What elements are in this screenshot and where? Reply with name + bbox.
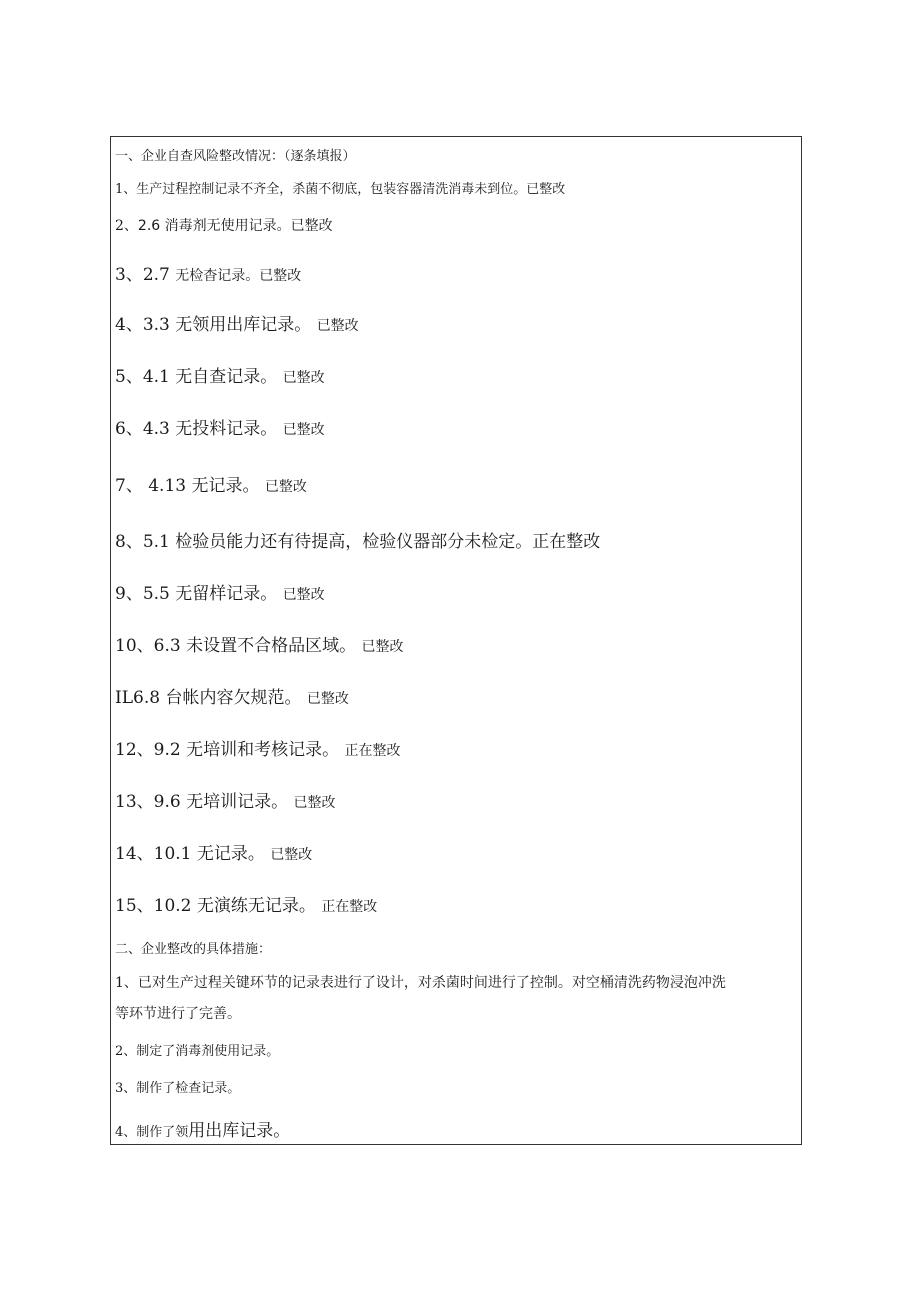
- item-text: 无领用出库记录。: [175, 315, 312, 335]
- list-item: [115, 317, 359, 334]
- item-code: 4.13: [148, 476, 187, 496]
- item-status: 已整改: [282, 587, 325, 603]
- item-text: 无检杳记录。: [175, 268, 260, 284]
- item-number: 3、: [115, 265, 143, 285]
- measure-item-4-suffix: 用出库记录。: [188, 1121, 291, 1141]
- item-text: 消毒剂无使用记录。: [164, 218, 291, 234]
- item-number: 13、: [115, 792, 154, 812]
- item-code: 9.2: [153, 740, 181, 760]
- measure-item-1-line1: 1、已对生产过程关键环节的记录表进行了设计，对杀菌时间进行了控制。对空桶清洗药物浸泡冲洗: [115, 975, 726, 991]
- item-status: 已整改: [316, 318, 359, 334]
- item-status: 已整改: [526, 182, 566, 197]
- measure-item-2: 2、制定了消毒剂使用记录。: [115, 1044, 280, 1059]
- list-item: [115, 742, 401, 759]
- list-item: [115, 183, 565, 196]
- item-number: 10、: [115, 636, 154, 656]
- report-box: [110, 136, 802, 1145]
- list-item: [115, 421, 325, 438]
- item-number: 6、: [115, 419, 143, 439]
- section2-heading: 二、企业整改的具体措施：: [115, 942, 272, 957]
- list-item: [115, 267, 301, 284]
- item-code: 9.6: [153, 792, 181, 812]
- item-status: 已整改: [290, 218, 333, 234]
- measure-item-3: 3、制作了检查记录。: [115, 1081, 241, 1096]
- item-number: 14、: [115, 844, 154, 864]
- item-number: 7、: [115, 476, 143, 496]
- measure-item-4-prefix: 4、制作了领: [115, 1125, 189, 1140]
- list-item: [115, 638, 404, 655]
- item-code: 2.7: [142, 265, 170, 285]
- item-status: 已整改: [270, 847, 313, 863]
- item-code: 3.3: [142, 315, 170, 335]
- item-text: 无留样记录。: [175, 584, 278, 604]
- item-text: 无自查记录。: [175, 367, 278, 387]
- list-item: [115, 219, 333, 233]
- item-status: 已整改: [306, 691, 349, 707]
- measure-item-4: [115, 1123, 290, 1140]
- list-item: [115, 478, 307, 495]
- item-number: 8、: [115, 532, 143, 552]
- item-number: 2、: [115, 218, 138, 234]
- item-code: 10.1: [153, 844, 192, 864]
- measure-item-1-line2: 等环节进行了完善。: [115, 1006, 241, 1022]
- item-text: 无培训记录。: [186, 792, 289, 812]
- list-item: [115, 534, 600, 551]
- item-number: 5、: [115, 367, 143, 387]
- item-number: 4、: [115, 315, 143, 335]
- item-code: 6.3: [153, 636, 181, 656]
- list-item: [115, 846, 312, 863]
- item-code: 5.5: [142, 584, 170, 604]
- item-code: 4.1: [142, 367, 170, 387]
- item-code: 4.3: [142, 419, 170, 439]
- item-status: 已整改: [259, 268, 302, 284]
- list-item: [115, 794, 336, 811]
- list-item: [115, 369, 325, 386]
- item-text: 检验员能力还有待提高，检验仪器部分未检定。: [175, 532, 533, 552]
- item-text: 无记录。: [191, 476, 260, 496]
- item-number: 15、: [115, 896, 154, 916]
- item-status: 已整改: [282, 422, 325, 438]
- item-text: 生产过程控制记录不齐全，杀菌不彻底，包装容器清洗消毒未到位。: [136, 182, 527, 197]
- item-text: 台帐内容欠规范。: [165, 688, 302, 708]
- section1-heading: 一、企业自查风险整改情况：（逐条填报）: [115, 149, 356, 164]
- item-code: 10.2: [153, 896, 192, 916]
- item-status: 正在整改: [344, 743, 401, 759]
- list-item: [115, 690, 349, 707]
- list-item: [115, 898, 377, 915]
- list-item: [115, 586, 325, 603]
- item-number: 1、: [115, 182, 137, 197]
- item-number: 12、: [115, 740, 154, 760]
- item-status: 正在整改: [321, 899, 378, 915]
- item-code: 6.8: [133, 688, 161, 708]
- item-code: 2.6: [137, 218, 161, 234]
- item-status: 已整改: [293, 795, 336, 811]
- item-status: 正在整改: [532, 532, 601, 552]
- item-status: 已整改: [361, 639, 404, 655]
- item-text: 无培训和考核记录。: [186, 740, 340, 760]
- item-number: 9、: [115, 584, 143, 604]
- item-text: 未设置不合格品区域。: [186, 636, 357, 656]
- item-status: 已整改: [264, 479, 307, 495]
- item-text: 无演练无记录。: [196, 896, 316, 916]
- item-number: IL: [115, 688, 134, 708]
- item-status: 已整改: [282, 370, 325, 386]
- item-text: 无投料记录。: [175, 419, 278, 439]
- item-code: 5.1: [142, 532, 170, 552]
- item-text: 无记录。: [196, 844, 265, 864]
